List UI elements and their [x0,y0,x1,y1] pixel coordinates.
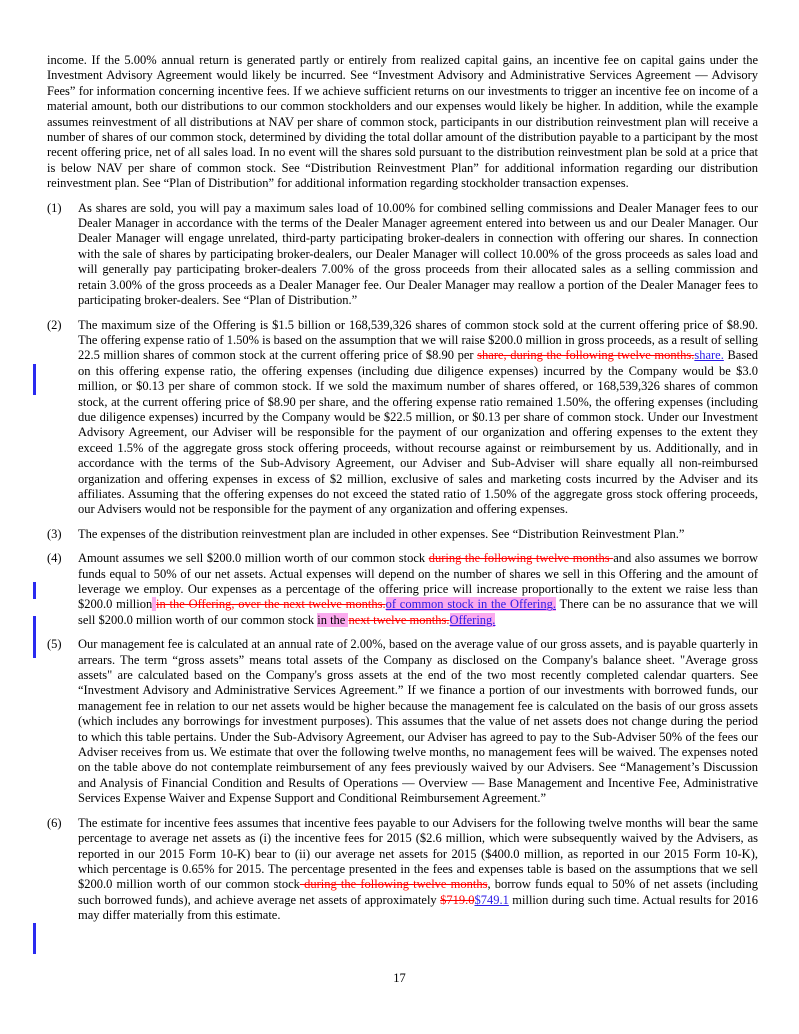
text-run: Our management fee is calculated at an annual rate of 2.00%, based on the average value of our gross assets, and is payable quarterly in arrears. The term “gross assets” means total assets of the Company as disclosed on the Company's balance sheet. "Average gross assets" are calculated based on the Company's gross assets at the end of the two most recently completed calendar quarters. See “Investment Advisory and Administrative Services Agreement.” If we finance a portion of our investments with borrowed funds, our management fee in relation to our net assets would be higher because the management fee is calculated on the basis of our gross assets (which includes any borrowings for investment purposes). This assumes that the value of net assets does not change during the period to which this table pertains. Under the Sub-Advisory Agreement, our Adviser has agreed to pay to the Sub-Adviser 50% of the fees our Adviser receives from us. We estimate that over the following twelve months, no management fees will be waived. The expenses noted on the table above do not contemplate reimbursement of any fees previously waived by our Advisers. See “Management’s Discussion and Analysis of Financial Condition and Results of Operations — Overview — Base Management and Incentive Fee, Administrative Services Expense Waiver and Expense Support and Conditional Reimbursement Agreement.” [78,637,758,806]
text-run: The expenses of the distribution reinvestment plan are included in other expenses. See “Distribution Reinvestment Plan.” [78,526,685,541]
change-bar [33,364,36,395]
strikethrough-text: share, during the following twelve months. [477,348,695,363]
intro-paragraph [47,53,758,192]
text-run: The maximum size of the Offering is $1.5 billion or 168,539,326 shares of common stock sold at the current offering price of $8.90. The offering expense ratio of 1.50% is based on the assumption that we will raise $200.0 million in gross proceeds, as a result of selling 22.5 million shares of common stock at the current offering price of $8.90 per [78,317,758,363]
footnote-text [78,816,758,924]
text-run: million during such time. Actual results for 2016 may differ materially from this estimate. [78,892,758,923]
footnote-item [47,816,758,924]
footnote-item [47,637,758,806]
footnote-number: (6) [47,815,62,830]
strikethrough-text: during the following twelve months [299,877,488,892]
strikethrough-text: during the following twelve months [428,551,614,566]
footnote-text [78,527,758,542]
text-block [47,53,758,933]
text-run: The estimate for incentive fees assumes that incentive fees payable to our Advisers for the following twelve months will bear the same percentage to average net assets as (i) the incentive fees for 2015 ($2.6 million, which were subsequently waived by the Advisers, as reported in our 2015 Form 10-K) bear to (ii) our average net assets for 2015 ($400.0 million, as reported in our 2015 Form 10-K), which percentage is 0.65% for 2015. The percentage presented in the fees and expenses table is based on the assumptions that we sell $200.0 million worth of our common stock [78,815,758,892]
strikethrough-text: in the Offering, over the next twelve months. [156,597,386,612]
text-run: and also assumes we borrow funds equal to 50% of our net assets. Actual expenses will depend on the number of shares we sell in this Offering and the amount of leverage we employ. Our expenses as a percentage of the offering price will increase proportionally to the extent we raise less than $200.0 million [78,551,758,612]
footnote-item [47,551,758,628]
footnote-text [78,318,758,518]
strikethrough-text: $719.0 [440,892,475,907]
footnote-number: (4) [47,551,62,566]
text-run: There can be no assurance that we will sell $200.0 million worth of our common stock [78,597,759,627]
text-run: , borrow funds equal to 50% of net assets (including such borrowed funds), and achieve average net assets of approximately [78,877,758,907]
text-run-highlighted: in the [317,612,349,627]
footnote-list [47,201,758,924]
footnote-item [47,201,758,309]
footnote-text [78,551,758,628]
inserted-text-highlighted: Offering. [449,612,496,627]
footnote-number: (3) [47,526,62,541]
footnote-number: (1) [47,200,62,215]
text-run: income. If the 5.00% annual return is generated partly or entirely from realized capital gains, an incentive fee on capital gains under the Investment Advisory Agreement would likely be incurred. See “Investment Advisory and Administrative Services Agreement — Advisory Fees” for information concerning incentive fees. If we achieve sufficient returns on our investments to trigger an incentive fee on income of a material amount, both our distributions to our common stockholders and our expenses would likely be higher. In addition, while the example assumes reinvestment of all distributions at NAV per share of common stock, participants in our distribution reinvestment plan will receive a number of shares of our common stock, determined by dividing the total dollar amount of the distribution payable to a participant by the most recent offering price, net of all sales load. In no event will the shares sold pursuant to the distribution reinvestment plan be sold at a price that is below NAV per share of common stock. See “Distribution Reinvestment Plan” for additional information regarding our distribution reinvestment plan. See “Plan of Distribution” for additional information regarding stockholder transaction expenses. [47,53,758,191]
footnote-number: (2) [47,317,62,332]
text-run: As shares are sold, you will pay a maximum sales load of 10.00% for combined selling commissions and Dealer Manager fees to our Dealer Manager in accordance with the terms of the Dealer Manager agreement entered into between us and our Dealer Manager. Our Dealer Manager will engage unrelated, third-party participating broker-dealers in connection with offering our shares. In connection with the sale of shares by participating broker-dealers, our Dealer Manager will collect 10.00% of the gross proceeds as sales load and will generally pay participating broker-dealers 7.00% of the gross proceeds from their allocated sales as a selling commission and retain 3.00% of the gross proceeds as a Dealer Manager fee. Our Dealer Manager may reallow a portion of the Dealer Manager fees to participating broker-dealers. See “Plan of Distribution.” [78,200,758,308]
footnote-item [47,527,758,542]
page-number: 17 [393,971,406,985]
inserted-text: share. [694,348,724,363]
text-run: Amount assumes we sell $200.0 million worth of our common stock [78,551,429,566]
footnote-text [78,637,758,806]
change-bar [33,582,36,599]
inserted-text-highlighted: of common stock in the Offering. [385,597,556,612]
change-bar [33,616,36,658]
footnote-number: (5) [47,637,62,652]
change-bar [33,923,36,954]
inserted-text: $749.1 [474,892,509,907]
strikethrough-text: next twelve months. [348,612,450,627]
footnote-item [47,318,758,518]
text-run: Based on this offering expense ratio, the offering expenses (including due diligence expenses) incurred by the Company would be $3.0 million, or $0.13 per share of common stock. If we sold the maximum number of shares offered, or 168,539,326 shares of common stock, at the current offering price of $8.90 per share, and the offering expense ratio remained 1.50%, the offering expenses (including due diligence expenses) incurred by the Company would be $22.5 million, or $0.13 per share of common stock. Under our Investment Advisory Agreement, our Adviser will be responsible for the payment of our organization and offering expenses to the extent they exceed 1.5% of the aggregate gross stock offering proceeds, without recourse against or reimbursement by us. Additionally, and in accordance with the terms of the Sub-Advisory Agreement, our Adviser and Sub-Adviser will share equally all non-reimbursed organization and offering expenses in excess of $2 million, exclusive of sales and marketing costs incurred by the Adviser and its affiliates. Assuming that the offering expenses do not exceed the stated ratio of 1.50% of the aggregate gross stock offering proceeds, our Advisers would not be responsible for the payment of any organization and offering expenses. [78,348,758,517]
footnote-text [78,201,758,309]
